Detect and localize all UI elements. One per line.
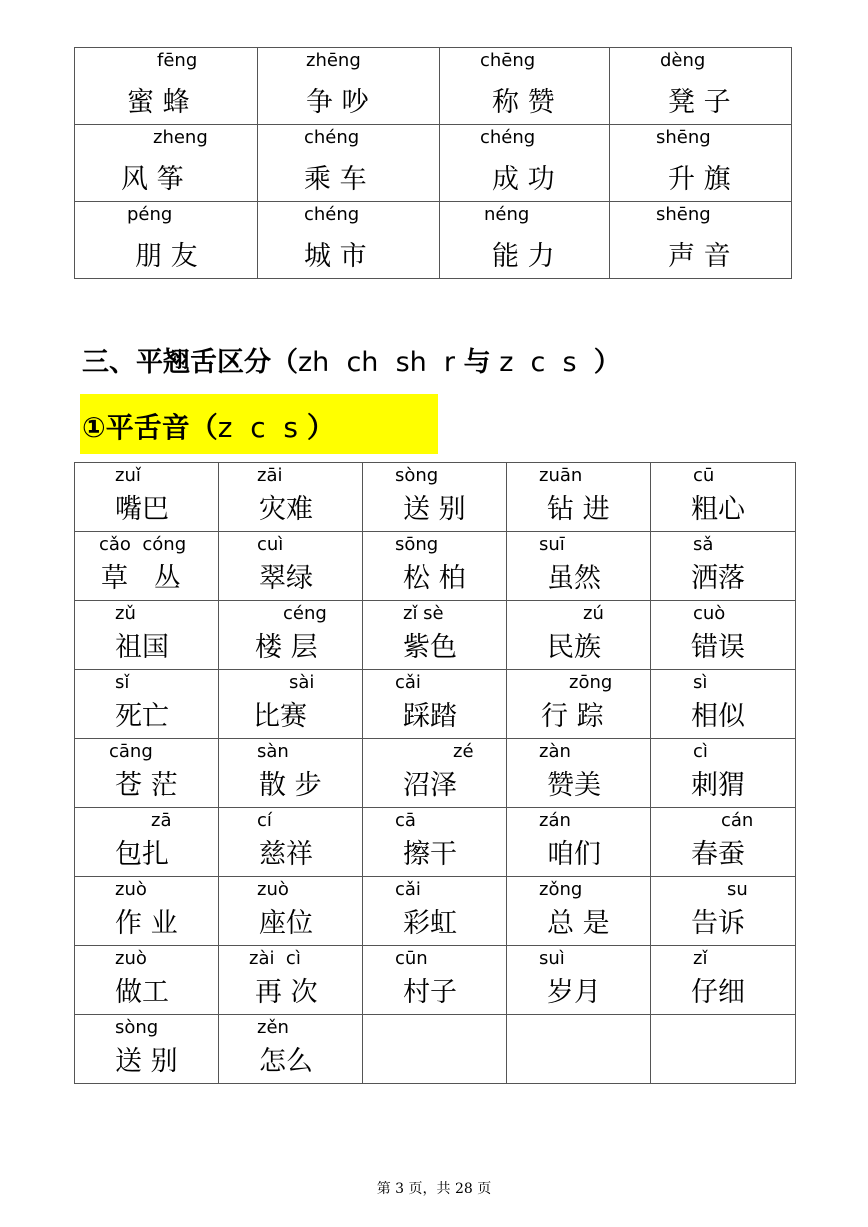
word-characters: 虽然 <box>547 563 601 594</box>
bottom-table-cell <box>75 739 219 808</box>
bottom-table-cell <box>75 601 219 670</box>
word-characters: 粗心 <box>691 494 745 525</box>
bottom-table-cell <box>75 877 219 946</box>
pinyin-label: zài cì <box>249 948 301 969</box>
pinyin-label: zuān <box>539 465 583 486</box>
word-characters: 紫色 <box>403 632 457 663</box>
pinyin-label: su <box>727 879 748 900</box>
bottom-table-cell <box>507 946 651 1015</box>
word-characters: 慈祥 <box>259 839 313 870</box>
table-flat-tongue-words <box>74 462 796 1084</box>
bottom-table-cell <box>75 808 219 877</box>
bottom-table-row <box>75 739 796 808</box>
bottom-table-cell <box>75 670 219 739</box>
bottom-table-row <box>75 877 796 946</box>
bottom-table-row <box>75 601 796 670</box>
word-characters: 城 市 <box>304 241 367 272</box>
word-characters: 沼泽 <box>403 770 457 801</box>
bottom-table-cell <box>363 808 507 877</box>
pinyin-label: néng <box>484 204 530 225</box>
bottom-table-cell <box>75 1015 219 1084</box>
bottom-table-cell <box>219 877 363 946</box>
pinyin-label: cì <box>693 741 708 762</box>
bottom-table-cell <box>363 463 507 532</box>
bottom-table-cell <box>219 808 363 877</box>
word-characters: 草 丛 <box>101 563 181 594</box>
word-characters: 咱们 <box>547 839 601 870</box>
bottom-table-cell <box>507 601 651 670</box>
bottom-table-row <box>75 1015 796 1084</box>
word-characters: 称 赞 <box>492 87 555 118</box>
bottom-table-cell <box>363 670 507 739</box>
word-characters: 村子 <box>403 977 457 1008</box>
word-characters: 彩虹 <box>403 908 457 939</box>
word-characters: 怎么 <box>259 1046 313 1077</box>
pinyin-label: péng <box>127 204 173 225</box>
page-footer: 第 3 页，共 28 页 <box>376 1181 492 1197</box>
bottom-table-row <box>75 808 796 877</box>
pinyin-label: shēng <box>656 127 711 148</box>
word-characters: 错误 <box>691 632 745 663</box>
word-characters: 告诉 <box>691 908 745 939</box>
top-table-cell <box>75 125 258 202</box>
top-table-row <box>75 48 792 125</box>
bottom-table-cell <box>219 1015 363 1084</box>
pinyin-label: suī <box>539 534 565 555</box>
bottom-table-cell <box>363 601 507 670</box>
word-characters: 送 别 <box>403 494 466 525</box>
word-characters: 散 步 <box>259 770 322 801</box>
heading-prefix: 三、平翘舌区分（ <box>82 347 298 378</box>
word-characters: 钻 进 <box>547 494 610 525</box>
bottom-table-cell <box>219 601 363 670</box>
pinyin-label: cǎi <box>395 879 421 900</box>
word-characters: 做工 <box>115 977 169 1008</box>
pinyin-label: sàn <box>257 741 289 762</box>
bottom-table-cell <box>651 739 796 808</box>
bottom-table-row <box>75 532 796 601</box>
pinyin-label: cā <box>395 810 416 831</box>
pinyin-label: cǎi <box>395 672 421 693</box>
heading-suffix: ） <box>593 347 621 378</box>
pinyin-label: fēng <box>157 50 198 71</box>
pinyin-label: chéng <box>480 127 536 148</box>
bottom-table-cell <box>507 877 651 946</box>
pinyin-label: cū <box>693 465 715 486</box>
bottom-table-cell <box>363 946 507 1015</box>
word-characters: 风 筝 <box>121 164 184 195</box>
bottom-table-cell <box>219 670 363 739</box>
pinyin-label: suì <box>539 948 565 969</box>
word-characters: 包扎 <box>115 839 169 870</box>
subheading-prefix: ①平舌音（ <box>82 411 218 444</box>
word-characters: 松 柏 <box>403 563 466 594</box>
word-characters: 赞美 <box>547 770 601 801</box>
pinyin-label: sòng <box>115 1017 159 1038</box>
bottom-table-cell <box>75 463 219 532</box>
bottom-table-cell <box>363 1015 507 1084</box>
pinyin-label: sǎ <box>693 534 714 555</box>
word-characters: 送 别 <box>115 1046 178 1077</box>
pinyin-label: zōng <box>569 672 613 693</box>
pinyin-label: zǒng <box>539 879 583 900</box>
heading-latin: zh ch sh r <box>298 347 464 378</box>
bottom-table-cell <box>507 463 651 532</box>
bottom-table-cell <box>363 739 507 808</box>
word-characters: 民族 <box>547 632 601 663</box>
top-table-cell <box>440 125 610 202</box>
pinyin-label: sài <box>289 672 315 693</box>
bottom-table-cell <box>219 463 363 532</box>
bottom-table-cell <box>363 877 507 946</box>
pinyin-label: sì <box>693 672 708 693</box>
word-characters: 成 功 <box>492 164 555 195</box>
subheading-suffix: ） <box>306 411 335 444</box>
bottom-table-row <box>75 946 796 1015</box>
word-characters: 朋 友 <box>135 241 198 272</box>
word-characters: 仔细 <box>691 977 745 1008</box>
pinyin-label: sǐ <box>115 672 130 693</box>
bottom-table-cell <box>651 601 796 670</box>
word-characters: 能 力 <box>492 241 555 272</box>
table-retroflex-words <box>74 47 792 279</box>
word-characters: 苍 茫 <box>115 770 178 801</box>
bottom-table-row <box>75 670 796 739</box>
section-heading <box>82 340 621 379</box>
word-characters: 踩踏 <box>403 701 457 732</box>
bottom-table-cell <box>507 670 651 739</box>
pinyin-label: zǐ <box>693 948 708 969</box>
bottom-table-cell <box>651 808 796 877</box>
pinyin-label: zuò <box>257 879 289 900</box>
pinyin-label: shēng <box>656 204 711 225</box>
bottom-table-cell <box>651 1015 796 1084</box>
word-characters: 楼 层 <box>255 632 318 663</box>
top-table-cell <box>258 202 440 279</box>
top-table-cell <box>258 125 440 202</box>
pinyin-label: zāi <box>257 465 283 486</box>
word-characters: 比赛 <box>253 701 307 732</box>
pinyin-label: sòng <box>395 465 439 486</box>
pinyin-label: zhēng <box>306 50 361 71</box>
word-characters: 行 踪 <box>541 701 604 732</box>
pinyin-label: zǐ sè <box>403 603 444 624</box>
pinyin-label: cán <box>721 810 754 831</box>
bottom-table-cell <box>219 946 363 1015</box>
bottom-table-cell <box>507 808 651 877</box>
word-characters: 蜜 蜂 <box>127 87 190 118</box>
pinyin-label: zěn <box>257 1017 289 1038</box>
pinyin-label: zā <box>151 810 172 831</box>
word-characters: 争 吵 <box>306 87 369 118</box>
word-characters: 总 是 <box>547 908 610 939</box>
word-characters: 声 音 <box>668 241 731 272</box>
pinyin-label: chéng <box>304 204 360 225</box>
top-table-cell <box>610 202 792 279</box>
pinyin-label: zàn <box>539 741 571 762</box>
pinyin-label: zheng <box>153 127 208 148</box>
word-characters: 乘 车 <box>304 164 367 195</box>
pinyin-label: cǎo cóng <box>99 534 187 555</box>
word-characters: 升 旗 <box>668 164 731 195</box>
bottom-table-cell <box>219 739 363 808</box>
top-table-row <box>75 202 792 279</box>
pinyin-label: cūn <box>395 948 428 969</box>
pinyin-label: sōng <box>395 534 439 555</box>
word-characters: 作 业 <box>115 908 178 939</box>
word-characters: 岁月 <box>547 977 601 1008</box>
bottom-table-cell <box>651 670 796 739</box>
pinyin-label: chēng <box>480 50 536 71</box>
top-table-cell <box>440 202 610 279</box>
top-table-cell <box>258 48 440 125</box>
subheading <box>82 406 335 446</box>
subheading-highlight <box>80 394 438 454</box>
top-table-cell <box>440 48 610 125</box>
top-table-cell <box>610 48 792 125</box>
word-characters: 凳 子 <box>668 87 731 118</box>
subheading-latin: z c s <box>217 411 307 444</box>
pinyin-label: zuò <box>115 879 147 900</box>
word-characters: 座位 <box>259 908 313 939</box>
word-characters: 春蚕 <box>691 839 745 870</box>
heading-latin-2: z c s <box>490 347 594 378</box>
pinyin-label: céng <box>283 603 327 624</box>
pinyin-label: cí <box>257 810 272 831</box>
pinyin-label: zú <box>583 603 604 624</box>
pinyin-label: cāng <box>109 741 153 762</box>
pinyin-label: zuǐ <box>115 465 141 486</box>
bottom-table-row <box>75 463 796 532</box>
pinyin-label: dèng <box>660 50 706 71</box>
bottom-table-cell <box>507 1015 651 1084</box>
word-characters: 洒落 <box>691 563 745 594</box>
bottom-table-cell <box>651 532 796 601</box>
pinyin-label: zuò <box>115 948 147 969</box>
word-characters: 再 次 <box>255 977 318 1008</box>
bottom-table-cell <box>651 463 796 532</box>
top-table-cell <box>610 125 792 202</box>
top-table-cell <box>75 202 258 279</box>
bottom-table-cell <box>75 946 219 1015</box>
pinyin-label: zán <box>539 810 571 831</box>
bottom-table-cell <box>363 532 507 601</box>
bottom-table-cell <box>507 739 651 808</box>
word-characters: 祖国 <box>115 632 169 663</box>
bottom-table-cell <box>651 877 796 946</box>
word-characters: 灾难 <box>259 494 313 525</box>
word-characters: 相似 <box>691 701 745 732</box>
bottom-table-cell <box>75 532 219 601</box>
pinyin-label: zé <box>453 741 474 762</box>
word-characters: 嘴巴 <box>115 494 169 525</box>
heading-mid: 与 <box>463 347 491 378</box>
bottom-table-cell <box>219 532 363 601</box>
pinyin-label: cuò <box>693 603 726 624</box>
bottom-table-cell <box>507 532 651 601</box>
word-characters: 死亡 <box>115 701 169 732</box>
pinyin-label: zǔ <box>115 603 136 624</box>
pinyin-label: chéng <box>304 127 360 148</box>
bottom-table-cell <box>651 946 796 1015</box>
word-characters: 翠绿 <box>259 563 313 594</box>
top-table-cell <box>75 48 258 125</box>
word-characters: 刺猬 <box>691 770 745 801</box>
pinyin-label: cuì <box>257 534 284 555</box>
word-characters: 擦干 <box>403 839 457 870</box>
top-table-row <box>75 125 792 202</box>
